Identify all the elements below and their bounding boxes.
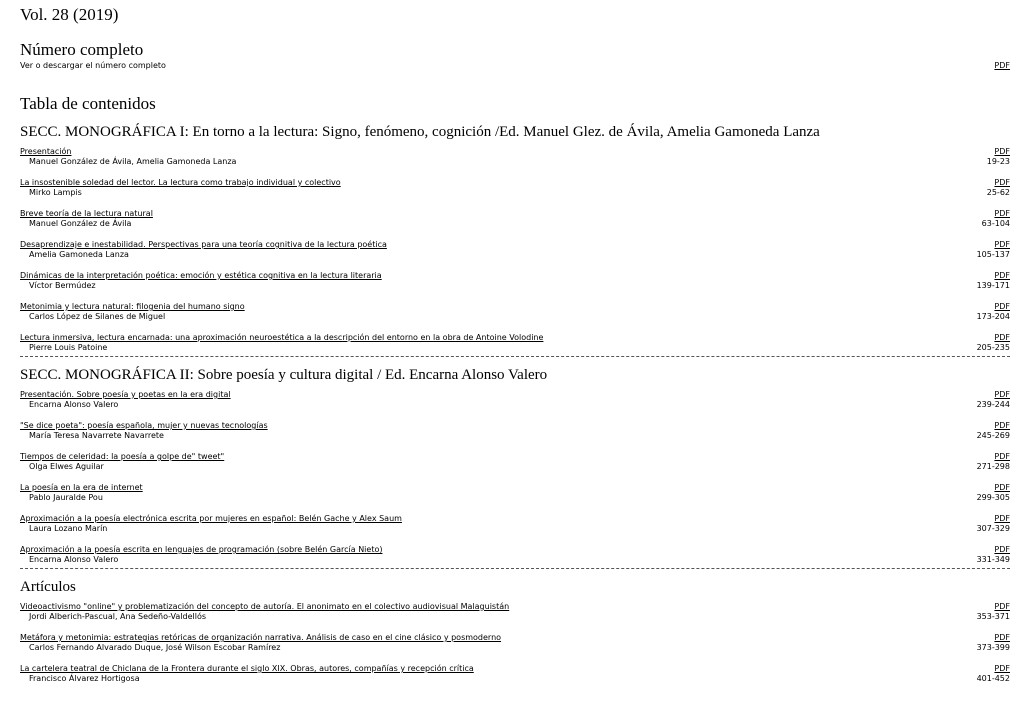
article-meta [950,209,1010,229]
article-authors: Encarna Alonso Valero [29,555,119,564]
section-title: SECC. MONOGRÁFICA I: En torno a la lectura: Signo, fenómeno, cognición /Ed. Manuel Glez. de Ávila, Amelia Gamoneda Lanza [20,124,820,140]
article-pdf-link[interactable]: PDF [994,271,1010,280]
article-meta [950,514,1010,534]
article-entry [20,452,1010,483]
full-issue-pdf-link[interactable]: PDF [994,61,1010,70]
article-authors: Jordi Alberich-Pascual, Ana Sedeño-Valdellós [29,612,207,621]
article-title-link[interactable]: "Se dice poeta": poesía española, mujer y nuevas tecnologías [20,421,268,430]
article-title-link[interactable]: Videoactivismo "online" y problematización del concepto de autoría. El anonimato en el colectivo audiovisual Malaguistán [20,602,510,611]
article-title-link[interactable]: Tiempos de celeridad: la poesía a golpe de" tweet" [20,452,225,461]
toc-heading: Tabla de contenidos [20,94,156,113]
article-entry [20,271,1010,302]
article-meta [950,147,1010,167]
article-authors: Francisco Álvarez Hortigosa [29,674,140,683]
article-authors: Pierre Louis Patoine [29,343,108,352]
article-title-link[interactable]: Desaprendizaje e inestabilidad. Perspectivas para una teoría cognitiva de la lectura poética [20,240,387,249]
article-entry [20,664,1010,695]
article-title-link[interactable]: Dinámicas de la interpretación poética: emoción y estética cognitiva en la lectura literaria [20,271,382,280]
article-meta [950,390,1010,410]
article-authors: Manuel González de Ávila [29,219,132,228]
article-pdf-link[interactable]: PDF [994,483,1010,492]
article-entry [20,390,1010,421]
article-pages: 401-452 [976,674,1010,683]
article-authors: Carlos López de Silanes de Miguel [29,312,166,321]
article-authors: Víctor Bermúdez [29,281,96,290]
article-title-link[interactable]: Aproximación a la poesía electrónica escrita por mujeres en español: Belén Gache y Alex Saum [20,514,402,523]
article-pdf-link[interactable]: PDF [994,602,1010,611]
article-meta [950,271,1010,291]
article-title-link[interactable]: La poesía en la era de internet [20,483,143,492]
article-title-link[interactable]: Presentación. Sobre poesía y poetas en la era digital [20,390,231,399]
article-authors: Manuel González de Ávila, Amelia Gamoneda Lanza [29,157,237,166]
article-pdf-link[interactable]: PDF [994,452,1010,461]
article-meta [950,333,1010,353]
article-authors: Encarna Alonso Valero [29,400,119,409]
full-issue-row [20,61,1010,83]
article-entry [20,240,1010,271]
article-pages: 245-269 [976,431,1010,440]
article-entry [20,421,1010,452]
article-meta [950,483,1010,503]
article-title-link[interactable]: Aproximación a la poesía escrita en lenguajes de programación (sobre Belén García Nieto) [20,545,383,554]
article-pdf-link[interactable]: PDF [994,633,1010,642]
article-pdf-link[interactable]: PDF [994,240,1010,249]
article-authors: Carlos Fernando Alvarado Duque, José Wilson Escobar Ramírez [29,643,281,652]
article-meta [950,633,1010,653]
article-meta [950,178,1010,198]
full-issue-label: Ver o descargar el número completo [20,61,166,70]
article-pages: 19-23 [986,157,1010,166]
article-pages: 373-399 [976,643,1010,652]
article-meta [950,452,1010,472]
article-pages: 105-137 [976,250,1010,259]
article-title-link[interactable]: Presentación [20,147,72,156]
article-meta [950,240,1010,260]
article-pdf-link[interactable]: PDF [994,333,1010,342]
article-pages: 205-235 [976,343,1010,352]
article-entry [20,514,1010,545]
article-authors: Mirko Lampis [29,188,82,197]
article-meta [950,545,1010,565]
article-pdf-link[interactable]: PDF [994,545,1010,554]
article-pdf-link[interactable]: PDF [994,390,1010,399]
article-title-link[interactable]: La insostenible soledad del lector. La lectura como trabajo individual y colectivo [20,178,341,187]
article-pdf-link[interactable]: PDF [994,664,1010,673]
article-authors: Pablo Jauralde Pou [29,493,103,502]
article-pages: 139-171 [976,281,1010,290]
article-authors: Amelia Gamoneda Lanza [29,250,129,259]
article-meta [950,302,1010,322]
article-entry [20,209,1010,240]
article-title-link[interactable]: Metonimia y lectura natural: filogenia del humano signo [20,302,245,311]
article-pdf-link[interactable]: PDF [994,421,1010,430]
article-pdf-link[interactable]: PDF [994,302,1010,311]
article-pages: 271-298 [976,462,1010,471]
article-title-link[interactable]: La cartelera teatral de Chiclana de la Frontera durante el siglo XIX. Obras, autores, compañías y recepción crítica [20,664,474,673]
article-authors: Olga Elwes Aguilar [29,462,104,471]
article-meta [950,421,1010,441]
article-title-link[interactable]: Lectura inmersiva, lectura encarnada: una aproximación neuroestética a la descripción del entorno en la obra de Antoine Volodine [20,333,544,342]
article-pages: 307-329 [976,524,1010,533]
article-entry [20,302,1010,333]
article-entry [20,602,1010,633]
article-entry [20,545,1010,576]
article-entry [20,633,1010,664]
volume-title: Vol. 28 (2019) [20,5,119,24]
article-pages: 299-305 [976,493,1010,502]
article-pdf-link[interactable]: PDF [994,147,1010,156]
article-meta [950,664,1010,684]
article-pages: 63-104 [981,219,1010,228]
section-title: SECC. MONOGRÁFICA II: Sobre poesía y cultura digital / Ed. Encarna Alonso Valero [20,367,548,383]
article-entry [20,333,1010,364]
article-entry [20,178,1010,209]
article-pdf-link[interactable]: PDF [994,178,1010,187]
article-pages: 239-244 [976,400,1010,409]
article-pages: 331-349 [976,555,1010,564]
article-meta [950,602,1010,622]
article-entry [20,147,1010,178]
toc-sections [20,122,1010,695]
article-title-link[interactable]: Breve teoría de la lectura natural [20,209,153,218]
article-pages: 25-62 [986,188,1010,197]
section-title: Artículos [20,579,76,595]
article-entry [20,483,1010,514]
article-pages: 353-371 [976,612,1010,621]
article-title-link[interactable]: Metáfora y metonimia: estrategias retóricas de organización narrativa. Análisis de caso en el cine clásico y posmoderno [20,633,502,642]
article-pdf-link[interactable]: PDF [994,209,1010,218]
article-pages: 173-204 [976,312,1010,321]
full-issue-heading: Número completo [20,40,144,59]
article-authors: Laura Lozano Marín [29,524,108,533]
article-authors: María Teresa Navarrete Navarrete [29,431,164,440]
article-pdf-link[interactable]: PDF [994,514,1010,523]
